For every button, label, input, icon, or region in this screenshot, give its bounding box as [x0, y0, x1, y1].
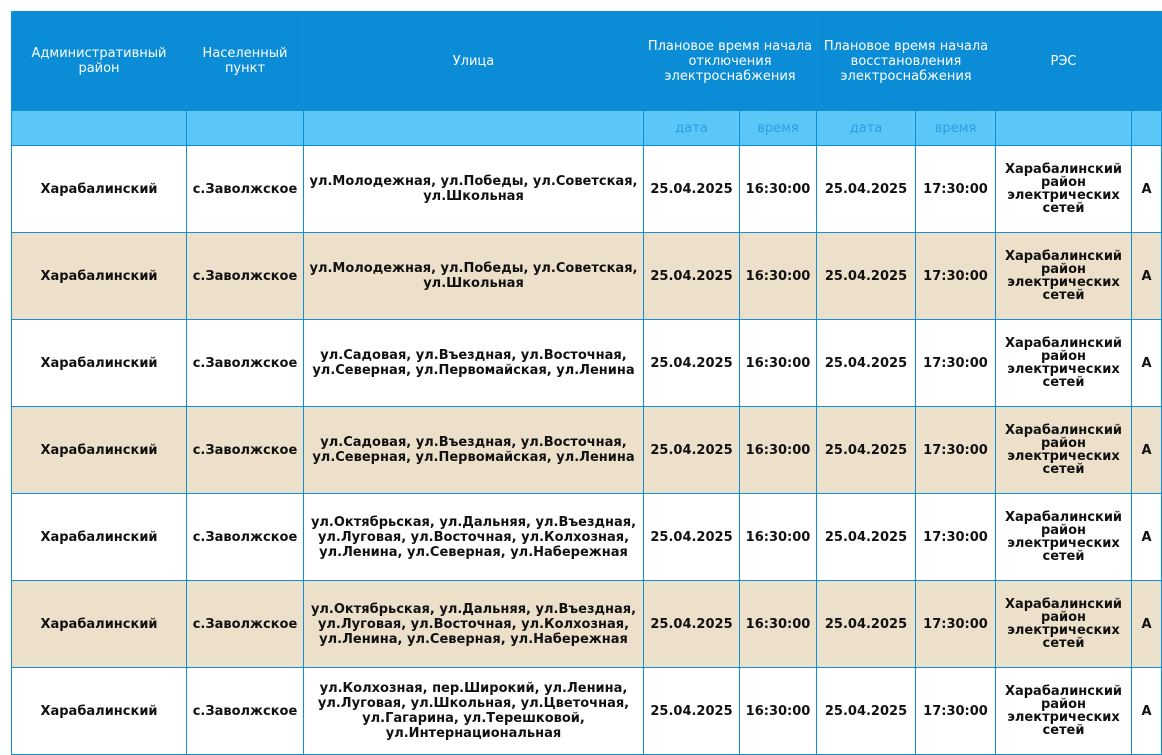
cell-settlement: с.Заволжское [187, 668, 304, 755]
cell-settlement: с.Заволжское [187, 233, 304, 320]
cell-district: Харабалинский [12, 146, 187, 233]
cell-restore-time: 17:30:00 [916, 146, 996, 233]
cell-next: А [1132, 407, 1162, 494]
cell-restore-time: 17:30:00 [916, 407, 996, 494]
cell-off-time: 16:30:00 [740, 407, 817, 494]
subheader-off-time: время [740, 111, 817, 146]
cell-next: А [1132, 581, 1162, 668]
cell-restore-time: 17:30:00 [916, 581, 996, 668]
cell-settlement: с.Заволжское [187, 581, 304, 668]
header-street: Улица [304, 12, 644, 111]
table-row [12, 146, 1162, 233]
table-row [12, 668, 1162, 755]
subheader-empty [304, 111, 644, 146]
cell-off-time: 16:30:00 [740, 494, 817, 581]
cell-next: А [1132, 494, 1162, 581]
cell-street: ул.Колхозная, пер.Широкий, ул.Ленина, ул.Луговая, ул.Школьная, ул.Цветочная, ул.Гагарина, ул.Терешковой, ул.Интернациональная [304, 668, 644, 755]
cell-district: Харабалинский [12, 494, 187, 581]
cell-restore-date: 25.04.2025 [817, 581, 916, 668]
cell-district: Харабалинский [12, 668, 187, 755]
subheader-restore-time: время [916, 111, 996, 146]
cell-res: Харабалинский район электрических сетей [996, 407, 1132, 494]
cell-restore-time: 17:30:00 [916, 320, 996, 407]
cell-off-date: 25.04.2025 [644, 233, 740, 320]
cell-restore-time: 17:30:00 [916, 233, 996, 320]
subheader-empty [12, 111, 187, 146]
cell-res: Харабалинский район электрических сетей [996, 581, 1132, 668]
cell-off-time: 16:30:00 [740, 233, 817, 320]
cell-off-time: 16:30:00 [740, 320, 817, 407]
cell-off-date: 25.04.2025 [644, 407, 740, 494]
cell-res: Харабалинский район электрических сетей [996, 146, 1132, 233]
cell-district: Харабалинский [12, 320, 187, 407]
cell-restore-date: 25.04.2025 [817, 494, 916, 581]
header-off-time: Плановое время начала отключения электроснабжения [644, 12, 817, 111]
cell-next: А [1132, 320, 1162, 407]
table-row [12, 581, 1162, 668]
cell-restore-time: 17:30:00 [916, 494, 996, 581]
outage-schedule-table [11, 11, 1162, 755]
cell-district: Харабалинский [12, 233, 187, 320]
cell-street: ул.Молодежная, ул.Победы, ул.Советская, ул.Школьная [304, 233, 644, 320]
cell-street: ул.Октябрьская, ул.Дальняя, ул.Въездная, ул.Луговая, ул.Восточная, ул.Колхозная, ул.Ленина, ул.Северная, ул.Набережная [304, 494, 644, 581]
cell-street: ул.Садовая, ул.Въездная, ул.Восточная, ул.Северная, ул.Первомайская, ул.Ленина [304, 320, 644, 407]
cell-off-time: 16:30:00 [740, 581, 817, 668]
cell-res: Харабалинский район электрических сетей [996, 494, 1132, 581]
cell-res: Харабалинский район электрических сетей [996, 233, 1132, 320]
cell-restore-time: 17:30:00 [916, 668, 996, 755]
cell-restore-date: 25.04.2025 [817, 407, 916, 494]
cell-restore-date: 25.04.2025 [817, 146, 916, 233]
table-row [12, 320, 1162, 407]
cell-off-time: 16:30:00 [740, 668, 817, 755]
table-row [12, 494, 1162, 581]
subheader-empty [996, 111, 1132, 146]
cell-restore-date: 25.04.2025 [817, 668, 916, 755]
table-row [12, 233, 1162, 320]
cell-restore-date: 25.04.2025 [817, 320, 916, 407]
cell-off-date: 25.04.2025 [644, 146, 740, 233]
subheader-off-date: дата [644, 111, 740, 146]
cell-settlement: с.Заволжское [187, 146, 304, 233]
cell-settlement: с.Заволжское [187, 320, 304, 407]
cell-street: ул.Молодежная, ул.Победы, ул.Советская, ул.Школьная [304, 146, 644, 233]
subheader-restore-date: дата [817, 111, 916, 146]
header-restore-time: Плановое время начала восстановления электроснабжения [817, 12, 996, 111]
cell-street: ул.Октябрьская, ул.Дальняя, ул.Въездная, ул.Луговая, ул.Восточная, ул.Колхозная, ул.Ленина, ул.Северная, ул.Набережная [304, 581, 644, 668]
cell-restore-date: 25.04.2025 [817, 233, 916, 320]
header-res: РЭС [996, 12, 1132, 111]
cell-off-date: 25.04.2025 [644, 494, 740, 581]
cell-next: А [1132, 233, 1162, 320]
header-settlement: Населенный пункт [187, 12, 304, 111]
cell-next: А [1132, 668, 1162, 755]
cell-off-date: 25.04.2025 [644, 320, 740, 407]
cell-district: Харабалинский [12, 581, 187, 668]
cell-off-date: 25.04.2025 [644, 668, 740, 755]
cell-settlement: с.Заволжское [187, 494, 304, 581]
cell-off-date: 25.04.2025 [644, 581, 740, 668]
cell-district: Харабалинский [12, 407, 187, 494]
cell-off-time: 16:30:00 [740, 146, 817, 233]
cell-res: Харабалинский район электрических сетей [996, 668, 1132, 755]
subheader-empty [187, 111, 304, 146]
header-district: Административный район [12, 12, 187, 111]
subheader-empty [1132, 111, 1162, 146]
cell-street: ул.Садовая, ул.Въездная, ул.Восточная, ул.Северная, ул.Первомайская, ул.Ленина [304, 407, 644, 494]
cell-settlement: с.Заволжское [187, 407, 304, 494]
header-next [1132, 12, 1162, 111]
table-row [12, 407, 1162, 494]
cell-next: А [1132, 146, 1162, 233]
cell-res: Харабалинский район электрических сетей [996, 320, 1132, 407]
